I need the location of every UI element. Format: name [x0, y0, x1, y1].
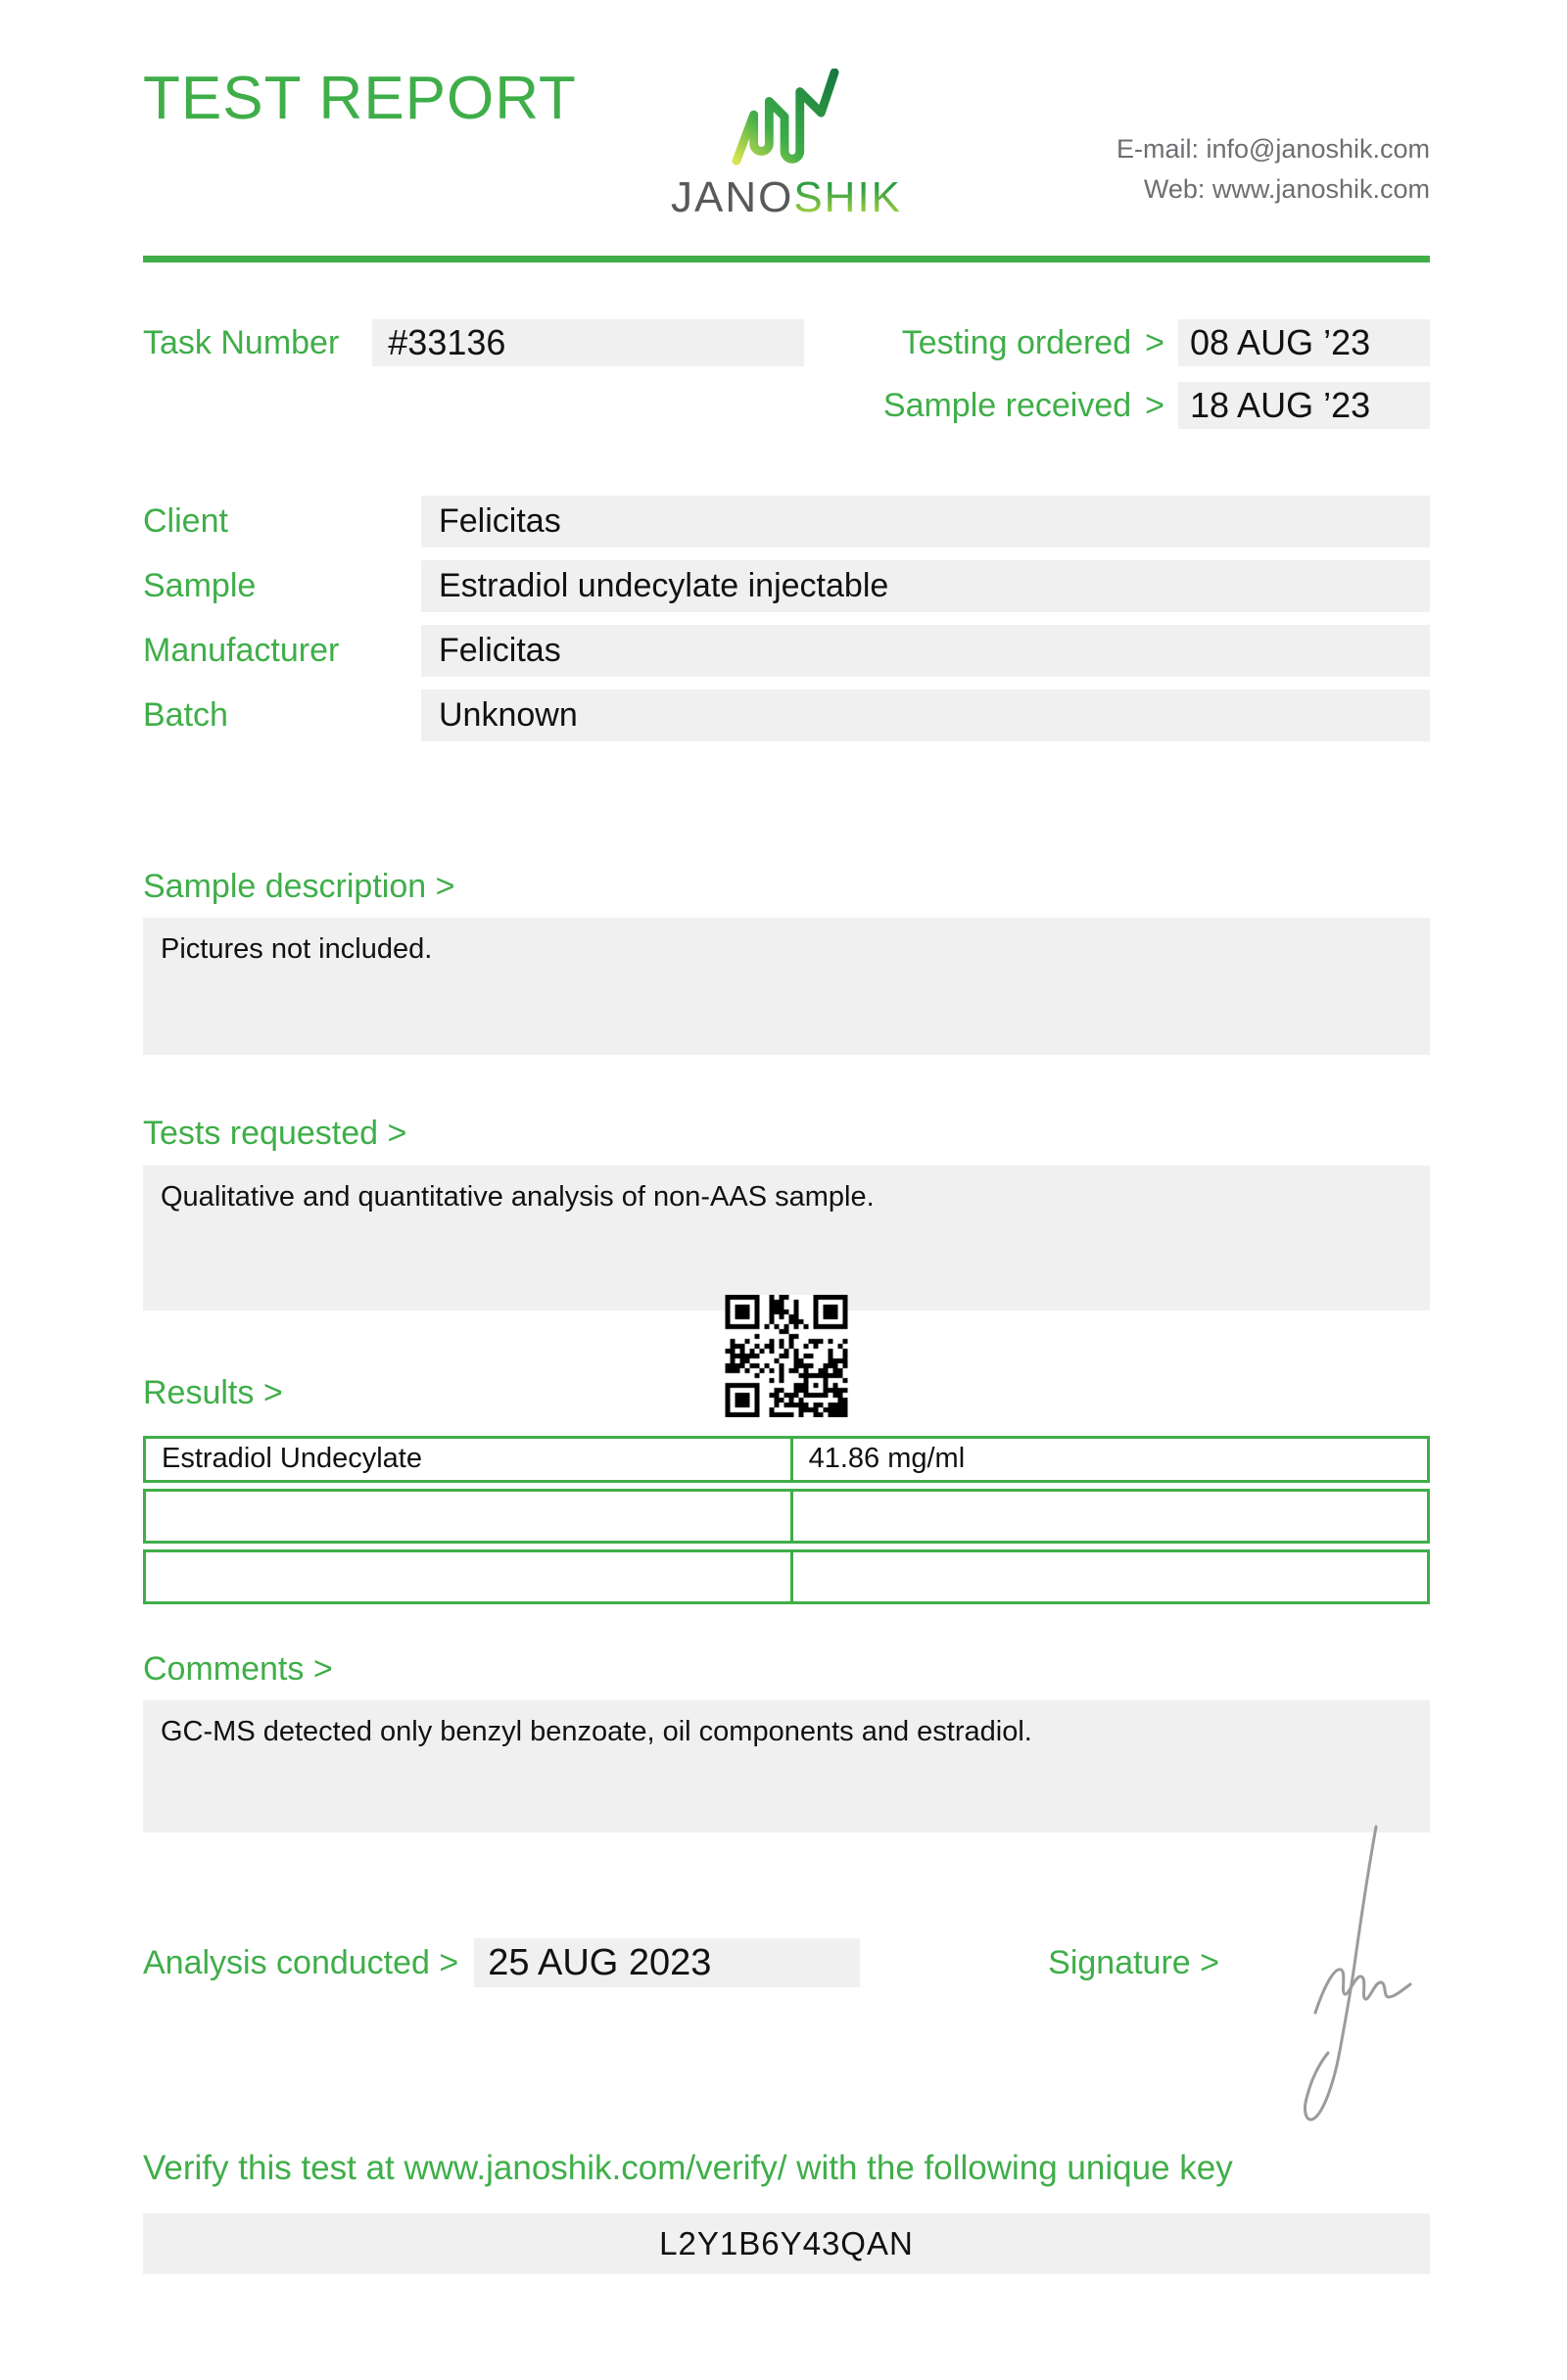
manufacturer-label: Manufacturer	[143, 632, 340, 669]
result-cell: 41.86 mg/ml	[790, 1436, 1430, 1483]
sample-received-label: Sample received	[882, 386, 1132, 424]
sample-info-block	[143, 496, 1430, 741]
sample-description-text: Pictures not included.	[143, 918, 1430, 1055]
testing-ordered-row	[883, 319, 1430, 366]
tests-requested-heading: Tests requested >	[143, 1115, 407, 1153]
task-number-value: #33136	[372, 319, 804, 366]
janoshik-logo	[659, 69, 914, 230]
task-number-field	[143, 319, 804, 366]
table-row	[143, 1549, 1430, 1604]
logo-wordmark	[659, 173, 914, 221]
logo-shik: SHIK	[793, 173, 903, 221]
test-report-page	[0, 65, 1567, 2274]
batch-row	[143, 690, 1430, 741]
logo-jano: JANO	[670, 173, 794, 221]
comments-heading: Comments >	[143, 1649, 333, 1688]
header-title-zone	[143, 65, 659, 230]
verify-instruction: Verify this test at www.janoshik.com/verify/ with the following unique key	[143, 2149, 1233, 2188]
unique-key: L2Y1B6Y43QAN	[143, 2213, 1430, 2274]
sample-value: Estradiol undecylate injectable	[421, 560, 1430, 612]
comments-text: GC-MS detected only benzyl benzoate, oil components and estradiol.	[143, 1700, 1430, 1833]
sample-received-row	[883, 382, 1430, 429]
report-header	[143, 65, 1430, 230]
results-heading: Results >	[143, 1374, 283, 1412]
handwritten-signature	[1258, 1821, 1430, 2124]
footer-row	[143, 1938, 1430, 1987]
client-label: Client	[143, 502, 228, 540]
analysis-conducted-label: Analysis conducted >	[143, 1943, 459, 1981]
contact-block	[914, 129, 1430, 230]
sample-received-value: 18 AUG ’23	[1178, 382, 1430, 429]
manufacturer-row	[143, 625, 1430, 677]
manufacturer-value: Felicitas	[421, 625, 1430, 677]
contact-web: Web: www.janoshik.com	[1143, 173, 1430, 204]
batch-value: Unknown	[421, 690, 1430, 741]
qr-code	[726, 1295, 848, 1417]
sample-row	[143, 560, 1430, 612]
analysis-date-value: 25 AUG 2023	[474, 1938, 860, 1987]
tests-requested-text: Qualitative and quantitative analysis of non-AAS sample.	[143, 1166, 1430, 1310]
contact-email: E-mail: info@janoshik.com	[1116, 134, 1430, 164]
header-divider	[143, 256, 1430, 262]
sample-label: Sample	[143, 567, 257, 604]
analyte-cell: Estradiol Undecylate	[143, 1436, 793, 1483]
arrow-icon: >	[1145, 386, 1164, 424]
result-cell	[790, 1549, 1430, 1604]
client-row	[143, 496, 1430, 547]
analyte-cell	[143, 1549, 793, 1604]
dates-block	[883, 319, 1430, 429]
client-value: Felicitas	[421, 496, 1430, 547]
batch-label: Batch	[143, 696, 228, 734]
sample-description-heading: Sample description >	[143, 868, 455, 905]
table-row	[143, 1436, 1430, 1483]
results-table	[143, 1436, 1430, 1604]
analyte-cell	[143, 1489, 793, 1544]
results-header-row	[143, 1310, 1430, 1436]
result-cell	[790, 1489, 1430, 1544]
task-number-label: Task Number	[143, 323, 340, 361]
table-row	[143, 1489, 1430, 1544]
chart-trend-icon	[713, 69, 860, 174]
signature-label: Signature >	[1048, 1943, 1219, 1981]
testing-ordered-value: 08 AUG ’23	[1178, 319, 1430, 366]
page-title: TEST REPORT	[143, 65, 577, 132]
testing-ordered-label: Testing ordered	[901, 323, 1132, 361]
arrow-icon: >	[1145, 323, 1164, 361]
task-and-dates	[143, 319, 1430, 429]
